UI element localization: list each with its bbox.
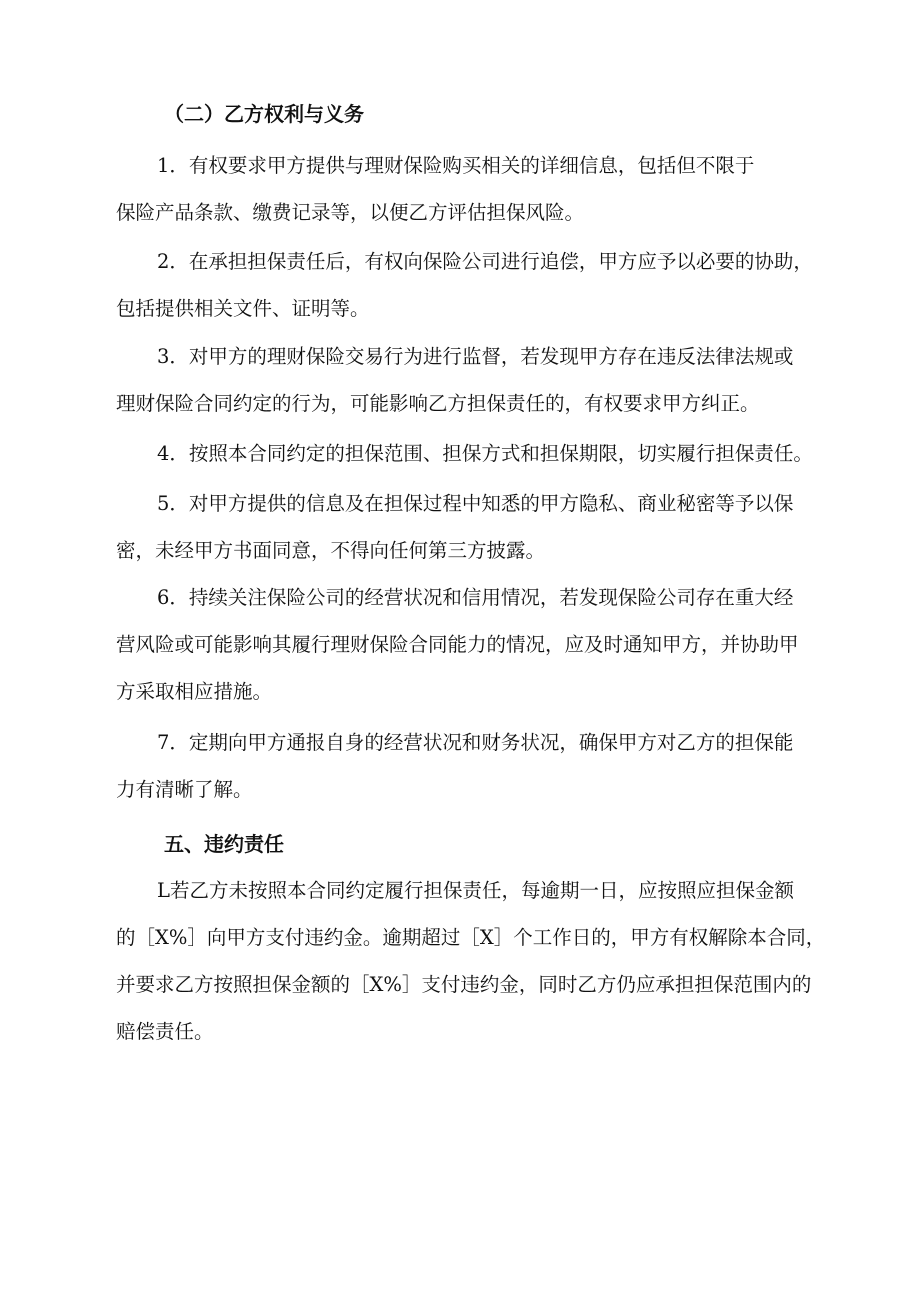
section-heading-liability: 五、违约责任 (164, 832, 284, 856)
clause-line: 1．有权要求甲方提供与理财保险购买相关的详细信息，包括但不限于 (157, 154, 755, 177)
liability-line: L若乙方未按照本合同约定履行担保责任，每逾期一日，应按照应担保金额 (157, 879, 794, 902)
clause-line: 6．持续关注保险公司的经营状况和信用情况，若发现保险公司存在重大经 (157, 586, 794, 609)
clause-item-5 (116, 480, 816, 574)
clause-item-1 (116, 142, 816, 236)
section-heading-party-b-rights: （二）乙方权利与义务 (164, 102, 364, 126)
clause-line: 7．定期向甲方通报自身的经营状况和财务状况，确保甲方对乙方的担保能 (157, 731, 794, 754)
clause-line: 理财保险合同约定的行为，可能影响乙方担保责任的，有权要求甲方纠正。 (116, 392, 760, 415)
clause-line: 营风险或可能影响其履行理财保险合同能力的情况，应及时通知甲方，并协助甲 (116, 633, 799, 656)
clause-line: 密，未经甲方书面同意，不得向任何第三方披露。 (116, 539, 546, 562)
liability-line: 并要求乙方按照担保金额的［X%］支付违约金，同时乙方仍应承担担保范围内的 (116, 973, 812, 996)
clause-line: 方采取相应措施。 (116, 680, 273, 703)
clause-item-3 (116, 333, 816, 427)
clause-item-7 (116, 719, 816, 813)
clause-item-6 (116, 574, 816, 715)
clause-line: 保险产品条款、缴费记录等，以便乙方评估担保风险。 (116, 201, 585, 224)
clause-item-4 (116, 430, 816, 477)
clause-line: 包括提供相关文件、证明等。 (116, 297, 370, 320)
clause-line: 2．在承担担保责任后，有权向保险公司进行追偿，甲方应予以必要的协助， (157, 250, 813, 273)
clause-line: 3．对甲方的理财保险交易行为进行监督，若发现甲方存在违反法律法规或 (157, 345, 794, 368)
liability-line: 赔偿责任。 (116, 1020, 214, 1043)
clause-line: 力有清晰了解。 (116, 778, 253, 801)
liability-line: 的［X%］向甲方支付违约金。逾期超过［X］个工作日的，甲方有权解除本合同， (116, 926, 826, 949)
liability-paragraph (116, 867, 826, 1055)
clause-item-2 (116, 238, 816, 332)
clause-line: 5．对甲方提供的信息及在担保过程中知悉的甲方隐私、商业秘密等予以保 (157, 492, 794, 515)
clause-line: 4．按照本合同约定的担保范围、担保方式和担保期限，切实履行担保责任。 (157, 442, 813, 465)
